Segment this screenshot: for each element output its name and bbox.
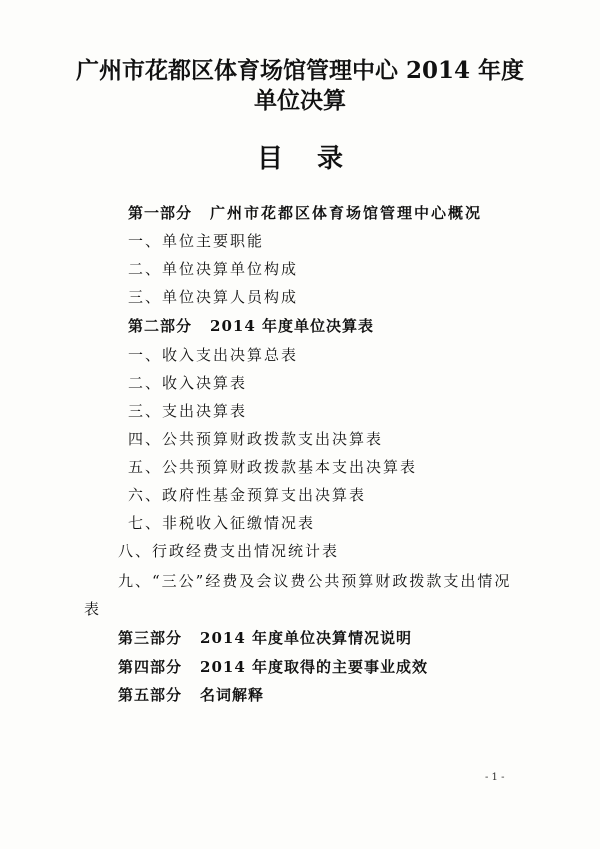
toc-item[interactable]: 一、收入支出决算总表 xyxy=(128,346,299,364)
toc-part-label: 第二部分 xyxy=(128,317,193,335)
toc-item[interactable]: 七、非税收入征缴情况表 xyxy=(128,514,316,532)
toc-item[interactable]: 三、支出决算表 xyxy=(128,402,248,420)
document-title-line1: 广州市花都区体育场馆管理中心 2014 年度 xyxy=(75,57,525,84)
toc-item[interactable]: 九、“三公”经费及会议费公共预算财政拨款支出情况 xyxy=(118,572,512,590)
toc-part-label: 第四部分 xyxy=(118,658,183,676)
toc-part-title: 名词解释 xyxy=(200,686,265,704)
toc-item[interactable]: 二、收入决算表 xyxy=(128,374,248,392)
document-title-line2: 单位决算 xyxy=(254,87,346,114)
toc-heading: 目录 xyxy=(256,144,377,174)
toc-part-title: 2014 年度单位决算表 xyxy=(210,317,374,335)
toc-item[interactable]: 三、单位决算人员构成 xyxy=(128,288,299,306)
toc-part-4[interactable] xyxy=(118,656,428,677)
toc-item[interactable]: 六、政府性基金预算支出决算表 xyxy=(128,486,367,504)
toc-item[interactable]: 八、行政经费支出情况统计表 xyxy=(118,542,340,560)
toc-part-label: 第一部分 xyxy=(128,204,193,222)
toc-part-title: 2014 年度单位决算情况说明 xyxy=(200,629,412,647)
toc-part-label: 第五部分 xyxy=(118,686,183,704)
toc-part-5[interactable] xyxy=(118,684,264,705)
toc-part-label: 第三部分 xyxy=(118,629,183,647)
toc-part-1[interactable] xyxy=(128,202,482,223)
toc-part-title: 2014 年度取得的主要事业成效 xyxy=(200,658,428,676)
toc-item[interactable]: 五、公共预算财政拨款基本支出决算表 xyxy=(128,458,418,476)
toc-part-3[interactable] xyxy=(118,627,412,648)
page-number: - 1 - xyxy=(485,772,505,783)
toc-part-title: 广州市花都区体育场馆管理中心概况 xyxy=(210,204,483,222)
toc-item[interactable]: 四、公共预算财政拨款支出决算表 xyxy=(128,430,384,448)
toc-item-continuation: 表 xyxy=(84,600,102,618)
toc-part-2[interactable] xyxy=(128,315,374,336)
toc-item[interactable]: 二、单位决算单位构成 xyxy=(128,260,299,278)
toc-item[interactable]: 一、单位主要职能 xyxy=(128,232,265,250)
